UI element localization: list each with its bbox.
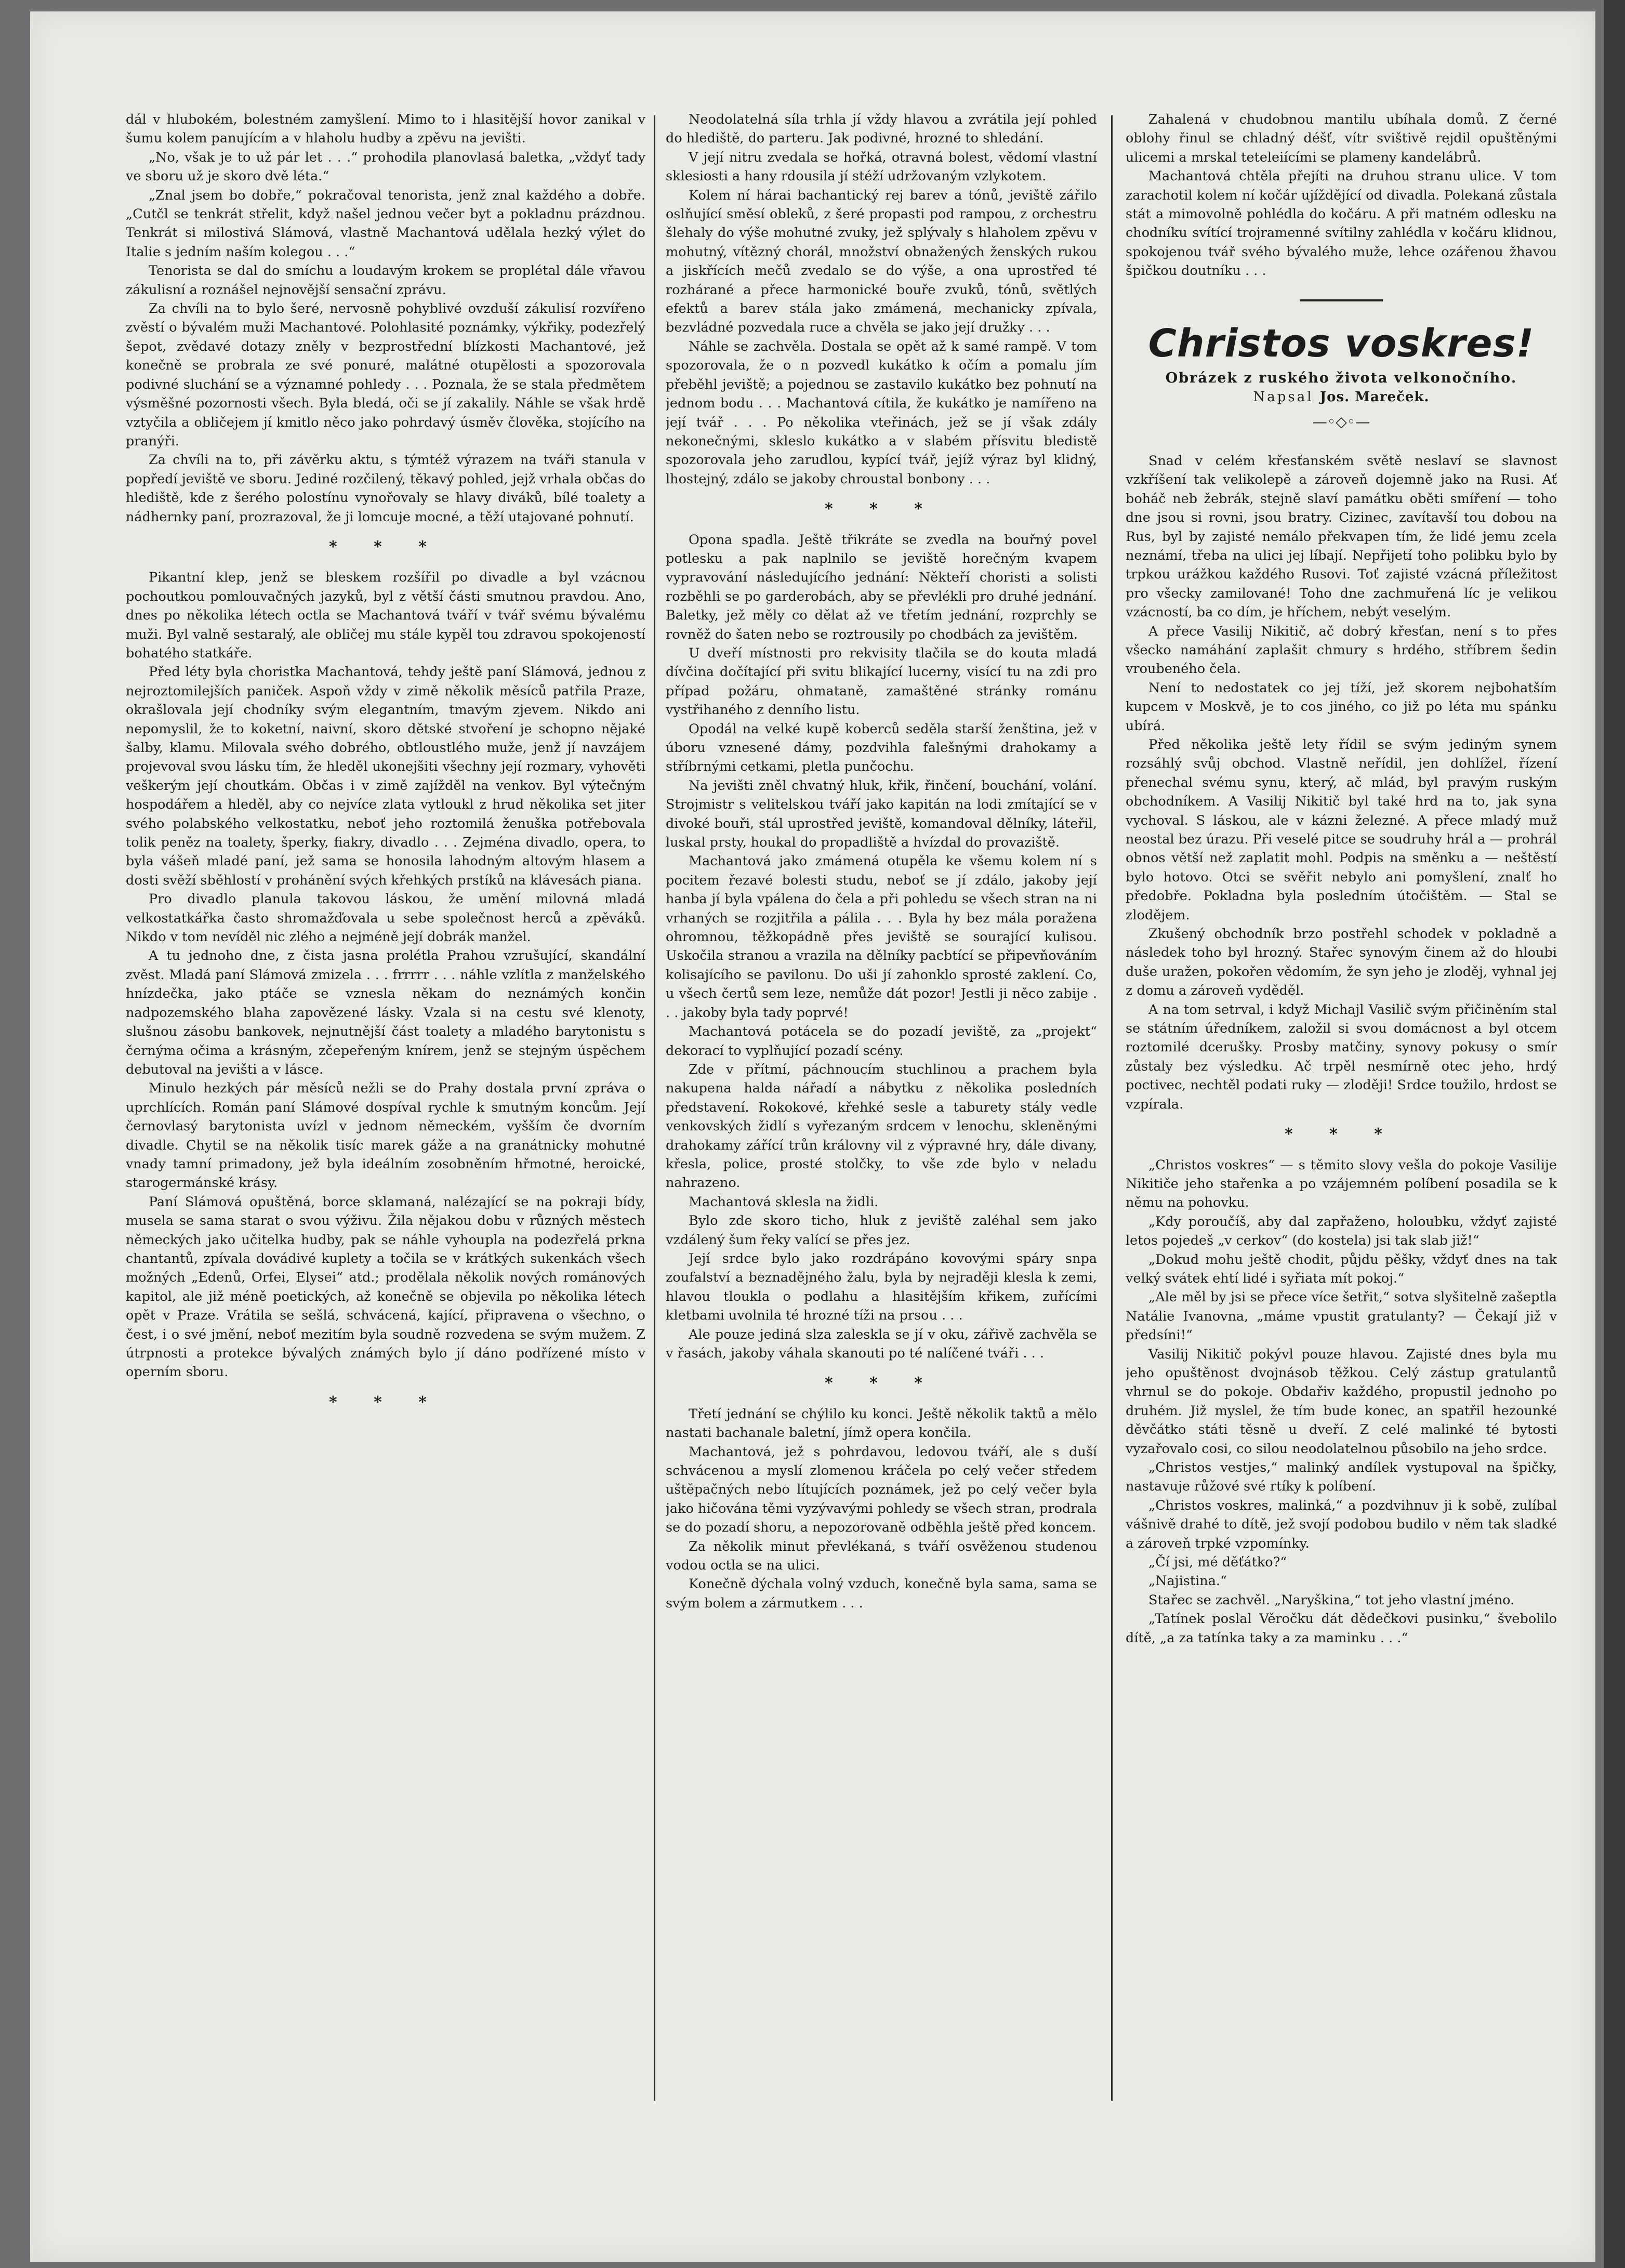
- story-byline: [1126, 388, 1557, 406]
- section-divider: [1300, 299, 1383, 301]
- paragraph: A tu jednoho dne, z čista jasna prolétla Prahou vzrušující, skandální zvěst. Mladá paní Slámová zmizela . . . frrrrr . . . náhle vzlítla z manželského hnízdečka, jako ptáče se vznesla někam do neznámých končin nadpozemského blaha zapovězené lásky. Vzala si na cestu své klenoty, slušnou zásobu bankovek, nejnutnější část toalety a mladého barytonistu s černýma očima a krásným, zčepeřeným knírem, jenž se stejným úspěchem debutoval na jevišti a v lásce.: [126, 948, 645, 1077]
- paragraph: Snad v celém křesťanském světě neslaví se slavnost vzkříšení tak velikolepě a zároveň dojemně jako na Rusi. Ať boháč neb žebrák, stejně slaví památku oběti smíření — toho dne jsou si rovni, jsou bratry. Cizinec, zavítavší tou dobou na Rus, byl by zajisté nemálo překvapen tím, že lidé jemu zcela neznámí, třeba na ulici jej líbají. Nepřijetí toho polibku bylo by trpkou urážkou každého Rusovi. Toť zajisté vzácná příležitost pro všecky zamilované! Toho dne zachmuřená líc je velikou vzácností, ba co dím, je hříchem, nebýt veselým.: [1126, 453, 1557, 621]
- paragraph: Její srdce bylo jako rozdrápáno kovovými spáry snpa zoufalství a beznadějného žalu, byla by nejraději klesla k zemi, hlavou tloukla o podlahu a hlasitějším křikem, zuřícími kletbami uvolnila té hrozné tíži na prsou . . .: [666, 1250, 1097, 1324]
- paragraph: Machantová, jež s pohrdavou, ledovou tváří, ale s duší schvácenou a myslí zlomenou kráčela po celý večer středem uštěpačných nebo lítujících poznámek, jež po celý večer byla jako hičována těmi vyzývavými pohledy se všech stran, prodrala se do pozadí shoru, a nepozorovaně odběhla ještě před koncem.: [666, 1444, 1097, 1536]
- paragraph: „Čí jsi, mé děťátko?“: [1148, 1554, 1287, 1571]
- paragraph: Bylo zde skoro ticho, hluk z jeviště zaléhal sem jako vzdálený šum řeky valící se přes jez.: [666, 1213, 1097, 1248]
- paragraph: Machantová sklesla na židli.: [689, 1194, 879, 1210]
- paragraph: Ale pouze jediná slza zaleskla se jí v oku, zářivě zachvěla se v řasách, jakoby váhala skanouti po té nalíčené tváři . . .: [666, 1326, 1097, 1361]
- paragraph: Zahalená v chudobnou mantilu ubíhala domů. Z černé oblohy řinul se chladný déšť, vítr svištivě rejdil opuštěnými ulicemi a mrskal teteleiícími se plameny kandelábrů.: [1126, 112, 1557, 165]
- paragraph: Pikantní klep, jenž se bleskem rozšířil po divadle a byl vzácnou pochoutkou pomlouvačných jazyků, byl z větší části smutnou pravdou. Ano, dnes po několika létech octla se Machantová tváří v tvář svému bývalému muži. Byl valně sestaralý, ale obličej mu stále kypěl tou zdravou spokojeností bohatého statkáře.: [126, 570, 645, 661]
- story-subtitle: Obrázek z ruského života velkonočního.: [1165, 370, 1517, 386]
- byline-prefix: Napsal: [1253, 389, 1314, 405]
- paragraph: „Christos voskres, malinká,“ a pozdvihnuv ji k sobě, zulíbal vášnivě drahé to dítě, jež svojí podobou budilo v něm tak sladké a zároveň trpké vzpomínky.: [1126, 1497, 1557, 1551]
- paragraph: Machantová potácela se do pozadí jeviště, za „projekt“ dekorací to vyplňující pozadí scény.: [666, 1024, 1097, 1059]
- paragraph: Pro divadlo planula takovou láskou, že umění milovná mladá velkostatkářka často shromažďovala u sebe společnost herců a zpěváků. Nikdo v tom nevíděl nic zlého a nejméně její dobrák manžel.: [126, 891, 645, 945]
- paragraph: „Znal jsem bo dobře,“ pokračoval tenorista, jenž znal každého a dobře. „Cutčl se tenkrát střelit, když našel jednou večer byt a pokladnu prázdnou. Tenkrát si milostivá Slámová, vlastně Machantová udělala hezký výlet do Italie s jedním naším kolegou . . .“: [126, 187, 645, 260]
- paragraph: Stařec se zachvěl. „Naryškina,“ tot jeho vlastní jméno.: [1148, 1592, 1515, 1608]
- paragraph: Tenorista se dal do smíchu a loudavým krokem se proplétal dále vřavou zákulisní a roznášel nejnovější sensační zprávu.: [126, 263, 645, 298]
- paragraph: A přece Vasilij Nikitič, ač dobrý křesťan, není s to přes všecko namáhání zaplašit chmury s hrdého, stříbrem šedin vroubeného čela.: [1126, 623, 1557, 677]
- section-separator: * * *: [825, 1374, 938, 1393]
- paragraph: „No, však je to už pár let . . .“ prohodila planovlasá baletka, „vždyť tady ve sboru už je skoro dvě léta.“: [126, 149, 645, 184]
- paragraph: „Kdy poroučíš, aby dal zapřaženo, holoubku, vždyť zajisté letos pojedeš „v cerkov“ (do kostela) jsi tak slab již!“: [1126, 1214, 1557, 1249]
- paragraph: Za několik minut převlékaná, s tváří osvěženou studenou vodou octla se na ulici.: [666, 1538, 1097, 1574]
- paragraph: „Christos vestjes,“ malinký andílek vystupoval na špičky, nastavuje růžové své rtíky k políbení.: [1126, 1460, 1557, 1495]
- newspaper-page: [30, 11, 1595, 2262]
- paragraph: Machantová jako zmámená otupěla ke všemu kolem ní s pocitem řezavé bolesti studu, neboť se jí zdálo, jakoby její hanba jí byla vpálena do čela a při pohledu se všech stran na ni vrhaných se rozjitřila a pálila . . . Byla hy bez mála poražena ohromnou, těžkopádně přes jeviště se sourající kulisou. Uskočila stranou a vrazila na dělníky pacbtící se připevňováním kolisajícího se pavilonu. Do uši jí zahonklo sprosté zaklení. Co, u všech čertů sem leze, nemůže dát pozor! Jestli ji něco zabije . . . jakoby byla tady poprvé!: [666, 853, 1097, 1021]
- paragraph: U dveří místnosti pro rekvisity tlačila se do kouta mladá dívčina dočítající při svitu blikající lucerny, visící tu na zdi pro případ požáru, ohmataně, zamaštěné stránky románu vystřihaného z denního listu.: [666, 645, 1097, 718]
- paragraph: Zde v přítmí, páchnoucím stuchlinou a prachem byla nakupena halda nářadí a nábytku z několika posledních představení. Rokokové, křehké sesle a taburety stály vedle venkovských židlí s vyřezaným srdcem v lenochu, skleněnými drahokamy zářící trůn královny vil z výpravné hry, dále divany, křesla, police, prosté stolčky, to vše zde bylo v neladu nahrazeno.: [666, 1061, 1097, 1191]
- paragraph: „Ale měl by jsi se přece více šetřit,“ sotva slyšitelně zašeptla Natálie Ivanovna, „máme vpustit gratulanty? — Čekají již v předsíni!“: [1126, 1289, 1557, 1343]
- paragraph: Opodál na velké kupě koberců seděla starší ženština, jež v úboru vznesené dámy, pozdvihla falešnými drahokamy a stříbrnými cetkami, pletla punčochu.: [666, 721, 1097, 775]
- paragraph: Na jevišti zněl chvatný hluk, křik, řinčení, bouchání, volání. Strojmistr s velitelskou tváří jako kapitán na lodi zmítající se v divoké bouři, stál uprostřed jeviště, komandoval dělníky, láteřil, luskal prsty, houkal do propadliště a hvízdal do provaziště.: [666, 777, 1097, 851]
- paragraph: Před léty byla choristka Machantová, tehdy ještě paní Slámová, jednou z nejroztomilejších paniček. Aspoň vždy v zimě několik měsíců patřila Praze, okrašlovala její chodníky svým elegantním, tmavým zjevem. Nikdo ani nepomyslil, že to koketní, naivní, skoro dětské stvoření je schopno nějaké šalby, klamu. Milovala svého dobrého, obtloustlého muže, jenž jí navzájem projevoval svou lásku tím, že hleděl ukonejšiti všechny její rozmary, vyhověti veškerým její choutkám. Občas i v zimě zajížděl na venkov. Byl výtečným hospodářem a hleděl, aby co nejvíce zlata vytloukl z hrud několika set jiter svého polabského velkostatku, neboť jeho roztomilá ženuška potřebovala tolik peněz na toalety, šperky, fiakry, divadlo . . . Zejména divadlo, opera, to byla vášeň mladé paní, jež sama se honosila lahodným altovým hlasem a dosti svěží sběhlostí v prohánění svých křehkých prstíků na klávesách piana.: [126, 664, 645, 888]
- column-rule: [1111, 115, 1113, 2101]
- paragraph: Opona spadla. Ještě třikráte se zvedla na bouřný povel potlesku a pak naplnilo se jeviště horečným kvapem vypravování následujícího jednání: Někteří choristi a solisti rozběhli se po garderobách, aby se převlékli pro druhé jednání. Baletky, jež měly co dělat až ve třetím jednání, rozprchly se rovněž do šaten nebo se roztrousily po chodbách za jevištěm.: [666, 532, 1097, 642]
- section-separator: * * *: [329, 1393, 442, 1412]
- paragraph: Neodolatelná síla trhla jí vždy hlavou a zvrátila její pohled do hlediště, do parteru. Jak podivné, hrozné to shledání.: [666, 112, 1097, 147]
- paragraph: Za chvíli na to bylo šeré, nervosně pohyblivé ovzduší zákulisí rozvířeno zvěstí o bývalém muži Machantové. Polohlasité poznámky, výkřiky, podezřelý šepot, zvědavé dotazy zněly v bezprostřední blízkosti Machantové, jež konečně se probrala ze své ponuré, malátné otupělosti a spozorovala podivné sluchání se a významné pohledy . . . Poznala, že se stala předmětem výsměšné pozornosti všech. Byla bledá, oči se jí zakalily. Náhle se však hrdě vztyčila a obličejem jí kmitlo něco jako pohrdavý úsměv člověka, stojícího na pranýři.: [126, 301, 645, 449]
- paragraph: Není to nedostatek co jej tíží, jež skorem nejbohatším kupcem v Moskvě, je to cos jiného, co již po léta mu spánku ubírá.: [1126, 680, 1557, 734]
- paragraph: Třetí jednání se chýlilo ku konci. Ještě několik taktů a mělo nastati bachanale baletní, jímž opera končila.: [666, 1406, 1097, 1441]
- column-right: [1126, 110, 1557, 2127]
- paragraph: Za chvíli na to, při závěrku aktu, s týmtéž výrazem na tváři stanula v popředí jeviště ve sboru. Jediné rozčilený, těkavý pohled, jejž vrhala občas do hlediště, kde z šerého polostínu vynořovaly se hlavy diváků, bílé toalety a nádhernky paní, prozrazoval, že ji lomcuje mocné, a těží utajované pohnutí.: [126, 452, 645, 525]
- ornament-divider: —◦◇◦—: [1312, 413, 1370, 431]
- paragraph: Konečně dýchala volný vzduch, konečně byla sama, sama se svým bolem a zármutkem . . .: [666, 1576, 1097, 1611]
- paragraph: dál v hlubokém, bolestném zamyšlení. Mimo to i hlasitější hovor zanikal v šumu kolem panujícím a v hlaholu hudby a zpěvu na jevišti.: [126, 112, 645, 147]
- column-left: [126, 110, 645, 2127]
- paragraph: „Tatínek poslal Věročku dát dědečkovi pusinku,“ švebolilo dítě, „a za tatínka taky a za maminku . . .“: [1126, 1611, 1557, 1646]
- section-separator: * * *: [825, 500, 938, 519]
- paragraph: „Christos voskres“ — s těmito slovy vešla do pokoje Vasilije Nikitiče jeho stařenka a po vzájemném políbení posadila se k němu na pohovku.: [1126, 1157, 1557, 1211]
- section-separator: * * *: [329, 537, 442, 556]
- column-rule: [654, 115, 655, 2101]
- paragraph: V její nitru zvedala se hořká, otravná bolest, vědomí vlastní sklesiosti a hany rdousila jí stéží udržovaným vzlykotem.: [666, 149, 1097, 184]
- paragraph: „Dokud mohu ještě chodit, půjdu pěšky, vždyť dnes na tak velký svátek ehtí lidé i syřiata mít pokoj.“: [1126, 1251, 1557, 1286]
- paragraph: Paní Slámová opuštěná, borce sklamaná, nalézající se na pokraji bídy, musela se sama starat o svou výživu. Žila nějakou dobu v různých městech německých jako učitelka hudby, pak se náhle vyhoupla na podezřelá prkna chantantů, zpívala dovádivé kuplety a točila se v krátkých sukenkách všech možných „Edenů, Orfei, Elysei“ atd.; prodělala několik nových románových kapitol, ale již méně poetických, až konečně se objevila po několika létech opět v Praze. Vrátila se sešlá, schvácená, kající, připravena o všechno, o čest, i o své jmění, neboť mezitím byla soudně rozvedena se svým mužem. Z útrpnosti a protekce bývalých známých bylo jí dáno podřízené místo v operním sboru.: [126, 1194, 645, 1380]
- paragraph: Machantová chtěla přejíti na druhou stranu ulice. V tom zarachotil kolem ní kočár ujíždějící od divadla. Polekaná zůstala stát a mimovolně pohlédla do kočáru. A při matném odlesku na chodníku svítící trojramenné svítilny zahlédla v kočáru klidnou, spokojenou tvář svého bývalého muže, lehce ozářenou žhavou špičkou doutníku . . .: [1126, 168, 1557, 279]
- paragraph: Kolem ní hárai bachantický rej barev a tónů, jeviště zářilo oslňující směsí obleků, z šeré propasti pod rampou, z orchestru šlehaly do výše mohutné zvuky, jež splývaly s hlaholem zpěvu v mohutný, vítězný chorál, množství obnažených ženských rukou a jiskřících mečů zvedalo se do výše, a ona uprostřed té rozhárané a přece harmonické bouře zvuků, tónů, světlých efektů a barev stála jako zmámená, mechanicky zpívala, bezvládné pozvedala ruce a chvěla se jako její družky . . .: [666, 187, 1097, 336]
- paragraph: Zkušený obchodník brzo postřehl schodek v pokladně a následek toho byl hrozný. Stařec synovým činem až do hloubi duše uražen, pokořen vědomím, že syn jeho je zloděj, vyhnal jej z domu a zároveň vyděděl.: [1126, 926, 1557, 999]
- story-title: Christos voskres!: [1148, 321, 1535, 366]
- paragraph: Minulo hezkých pár měsíců nežli se do Prahy dostala první zpráva o uprchlících. Román paní Slámové dospíval rychle k smutným koncům. Její černovlasý barytonista uvízl v jednom německém, vyšším če dvorním divadle. Chytil se na několik tisíc marek gáže a na granátnicky mohutné vnady tamní primadony, jež byla ideálním zosobněním hřmotné, heroické, starogermánské krásy.: [126, 1080, 645, 1191]
- section-separator: * * *: [1285, 1125, 1398, 1144]
- paragraph: Vasilij Nikitič pokývl pouze hlavou. Zajisté dnes byla mu jeho opuštěnost dvojnásob těžkou. Celý zástup gratulantů vhrnul se do pokoje. Obdařiv každého, propustil jednoho po druhém. Již myslel, že tím bude konec, an spatřil hezounké děvčátko státi těsně u dveří. Z celé malinké té bytosti vyzařovalo cosi, co silou neodolatelnou působilo na jeho srdce.: [1126, 1346, 1557, 1457]
- scan-edge: [1604, 0, 1625, 2268]
- author-name: Jos. Mareček.: [1319, 389, 1430, 405]
- paragraph: Náhle se zachvěla. Dostala se opět až k samé rampě. V tom spozorovala, že o n pozvedl kukátko k očím a pomalu jím přeběhl jeviště; a pojednou se zastavilo kukátko bez pohnutí na jednom bodu . . . Machantová cítila, že kukátko je namířeno na její tvář . . . Po několika vteřinách, jež se jí však zdály nekonečnými, skleslo kukátko a v slabém přísvitu bledistě spozorovala jeho zarudlou, kypící tvář, jejíž výraz byl klidný, lhostejný, zdálo se jakoby chroustal bonbony . . .: [666, 338, 1097, 487]
- paragraph: „Najistina.“: [1148, 1573, 1227, 1589]
- column-middle: [666, 110, 1097, 2127]
- paragraph: A na tom setrval, i když Michajl Vasilič svým přičiněním stal se státním úředníkem, založil si svou domácnost a byl otcem roztomilé dcerušky. Prosby matčiny, synovy pokusy o smír zůstaly bez výsledku. Ač trpěl nesmírně otec jeho, hrdý poctivec, nechtěl podati ruky — zloději! Srdce toužilo, hrdost se vzpírala.: [1126, 1001, 1557, 1112]
- paragraph: Před několika ještě lety řídil se svým jediným synem rozsáhlý svůj obchod. Vlastně neřídil, jen dohlížel, řízení přenechal svému synu, který, ač mlád, byl pravým ruským obchodníkem. A Vasilij Nikitič byl také hrd na to, jak syna vychoval. S láskou, ale v kázni železné. A přece mladý muž neostal bez úrazu. Při veselé pitce se soudruhy hrál a — prohrál obnos větší než zaplatit mohl. Podpis na směnku a — neštěstí bylo hotovo. Otci se svěřit nebylo ani pomyšlení, znalť ho předobře. Pokladna byla posledním útočištěm. — Stal se zlodějem.: [1126, 736, 1557, 923]
